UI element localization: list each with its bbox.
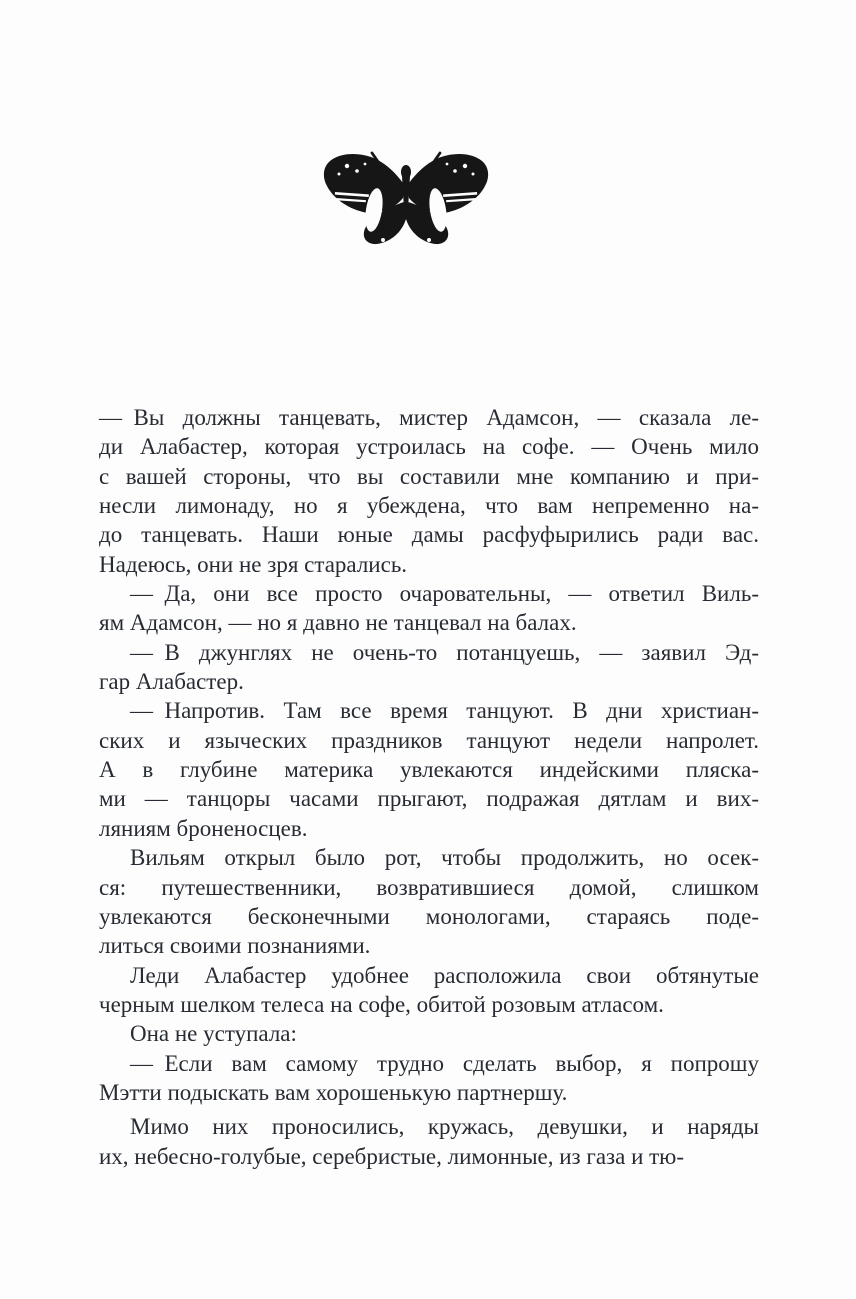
text-line: Она не уступала: (130, 1021, 297, 1047)
text-line: с вашей стороны, что вы составили мне компанию и при- (99, 463, 759, 489)
text-line: ляниям броненосцев. (99, 815, 308, 841)
text-line: до танцевать. Наши юные дамы расфуфырились ради вас. (99, 522, 759, 548)
text-line: Мимо них проносились, кружась, девушки, и наряды (130, 1114, 759, 1140)
text-line: — Вы должны танцевать, мистер Адамсон, — сказала ле- (99, 405, 759, 430)
text-line: — В джунглях не очень-то потанцуешь, — заявил Эд- (130, 639, 759, 665)
text-line: ских и языческих праздников танцуют недели напролет. (99, 727, 759, 753)
text-line: ям Адамсон, — но я давно не танцевал на балах. (99, 610, 577, 636)
paragraph (99, 638, 759, 697)
text-line: Вильям открыл было рот, чтобы продолжить, но осек- (130, 845, 759, 871)
text-line: гар Алабастер. (99, 669, 244, 695)
paragraph (99, 1049, 759, 1108)
text-line: увлекаются бесконечными монологами, стараясь поде- (99, 903, 759, 929)
paragraph (99, 579, 759, 638)
text-line: Надеюсь, они не зря старались. (99, 551, 408, 577)
text-line: ся: путешественники, возвратившиеся домой, слишком (99, 874, 759, 900)
paragraph (99, 843, 759, 960)
text-line: ди Алабастер, которая устроилась на софе. — Очень мило (99, 434, 759, 460)
page-text (99, 403, 759, 1171)
paragraph (99, 1019, 759, 1048)
text-line: ми — танцоры часами прыгают, подражая дятлам и вих- (99, 786, 759, 812)
butterfly-icon (317, 150, 495, 250)
text-line: — Да, они все просто очаровательны, — ответил Виль- (130, 581, 759, 607)
paragraph (99, 1112, 759, 1171)
text-line: — Если вам самому трудно сделать выбор, я попрошу (130, 1050, 759, 1076)
paragraph (99, 696, 759, 843)
paragraph (99, 403, 759, 579)
text-line: черным шелком телеса на софе, обитой розовым атласом. (99, 991, 664, 1017)
text-line: А в глубине материка увлекаются индейскими пляска- (99, 757, 759, 783)
text-line: их, небесно-голубые, серебристые, лимонные, из газа и тю- (99, 1143, 685, 1169)
text-line: несли лимонаду, но я убеждена, что вам непременно на- (99, 493, 759, 519)
text-line: Мэтти подыскать вам хорошенькую партнершу. (99, 1079, 568, 1105)
text-line: — Напротив. Там все время танцуют. В дни христиан- (130, 698, 759, 724)
paragraph (99, 961, 759, 1020)
text-line: литься своими познаниями. (99, 933, 371, 959)
text-line: Леди Алабастер удобнее расположила свои обтянутые (130, 962, 759, 988)
